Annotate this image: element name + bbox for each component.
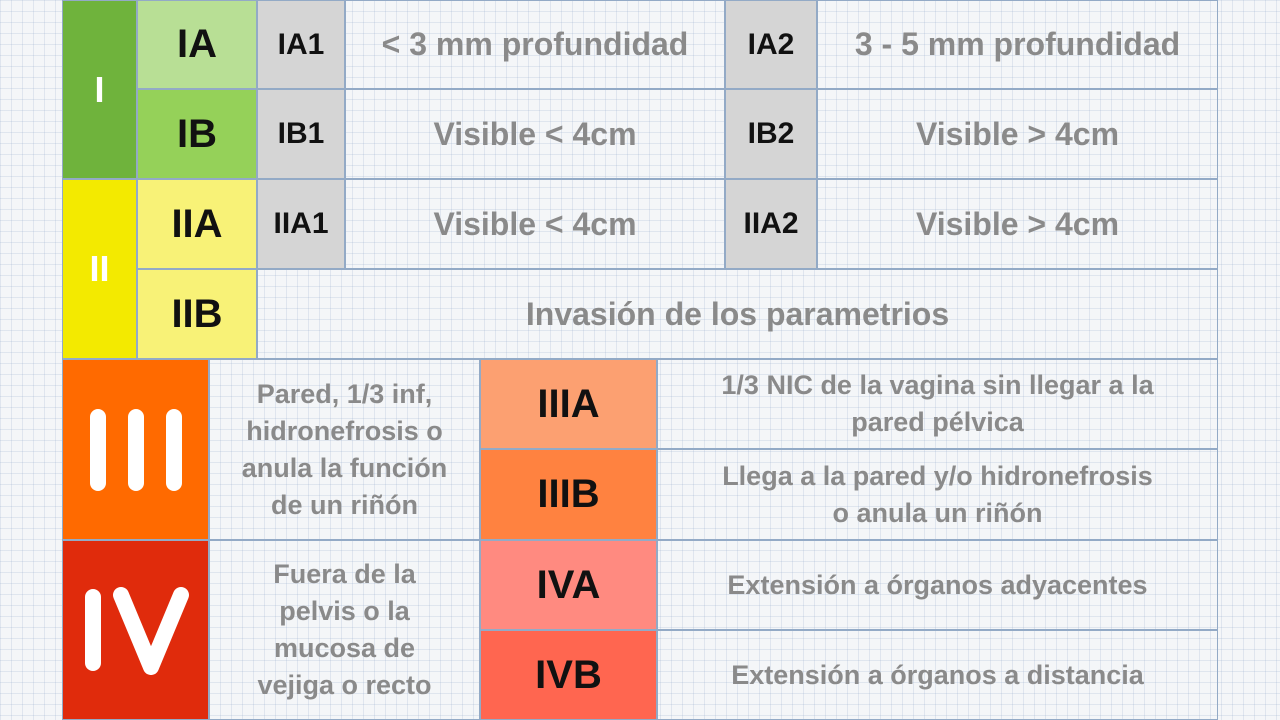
stage-ia2-label: IA2 [747, 27, 795, 61]
stage-iii-cell [62, 359, 209, 540]
stage-iv-desc-line: Fuera de la [273, 559, 416, 589]
stage-iiia-desc-line: 1/3 NIC de la vagina sin llegar a la [721, 370, 1154, 400]
stage-iia1-label: IIA1 [273, 207, 329, 240]
stage-iiib-label: IIIB [537, 472, 600, 516]
stage-ia1-label: IA1 [277, 27, 325, 61]
stage-iia1-cell [257, 179, 345, 269]
stage-iii-desc-line: Pared, 1/3 inf, [256, 378, 433, 409]
stage-iiib-desc-cell [657, 449, 1218, 540]
stage-iib-desc-cell [257, 269, 1218, 359]
stage-iii-desc-line: anula la función [241, 452, 448, 483]
stage-iiia-desc-line: pared pélvica [851, 407, 1024, 437]
stage-iv-desc-line: mucosa de [273, 633, 416, 663]
stage-iv-numeral [81, 585, 191, 675]
stage-iia1-desc: Visible < 4cm [433, 205, 637, 242]
stage-iiia-desc-cell [657, 359, 1218, 449]
stage-iiib-desc-line: o anula un riñón [832, 497, 1043, 528]
stage-ib1-desc-cell [345, 89, 725, 179]
stage-iii-desc-line: hidronefrosis o [246, 415, 443, 446]
stage-ii-label: II [89, 248, 110, 289]
stage-ib-cell [137, 89, 257, 179]
stage-ia1-desc-cell [345, 0, 725, 89]
stage-i-label: I [94, 68, 105, 110]
stage-ii-cell [62, 179, 137, 359]
stage-iva-desc: Extensión a órganos adyacentes [727, 569, 1148, 600]
stage-iia-cell [137, 179, 257, 269]
stage-ia1-cell [257, 0, 345, 89]
stage-iia2-cell [725, 179, 817, 269]
stage-iv-cell [62, 540, 209, 720]
stage-ib1-desc: Visible < 4cm [433, 115, 637, 152]
stage-iva-desc-cell [657, 540, 1218, 630]
stage-ia2-cell [725, 0, 817, 89]
stage-iiia-label: IIIA [537, 381, 600, 426]
stage-ib1-cell [257, 89, 345, 179]
stage-iiib-desc-line: Llega a la pared y/o hidronefrosis [722, 460, 1153, 491]
stage-iib-label: IIB [171, 291, 223, 336]
stage-i-cell [62, 0, 137, 179]
stage-iiib-cell [480, 449, 657, 540]
stage-ia2-desc: 3 - 5 mm profundidad [854, 26, 1181, 62]
stage-ib2-cell [725, 89, 817, 179]
stage-ia-label: IA [177, 22, 217, 66]
stage-iia2-desc: Visible > 4cm [915, 205, 1120, 242]
stage-ib-label: IB [177, 111, 217, 156]
stage-iv-desc-line: pelvis o la [279, 596, 410, 626]
stage-ib2-label: IB2 [747, 117, 795, 150]
stage-ivb-desc: Extensión a órganos a distancia [731, 659, 1144, 690]
stage-ia2-desc-cell [817, 0, 1218, 89]
stage-iib-desc: Invasión de los parametrios [525, 295, 950, 332]
stage-iii-numeral [86, 405, 186, 495]
stage-iv-desc-line: vejiga o recto [257, 670, 432, 700]
stage-ivb-desc-cell [657, 630, 1218, 720]
stage-iib-cell [137, 269, 257, 359]
stage-iv-desc-cell [209, 540, 480, 720]
stage-iva-cell [480, 540, 657, 630]
stage-iva-label: IVA [536, 562, 601, 607]
stage-iia2-desc-cell [817, 179, 1218, 269]
stage-iia1-desc-cell [345, 179, 725, 269]
stage-ib2-desc-cell [817, 89, 1218, 179]
stage-ia1-desc: < 3 mm profundidad [381, 26, 689, 62]
stage-iii-desc-line: de un riñón [271, 489, 418, 520]
stage-ib1-label: IB1 [277, 117, 325, 150]
stage-iii-desc-cell [209, 359, 480, 540]
stage-ivb-label: IVB [535, 652, 602, 697]
stage-iia-label: IIA [171, 201, 223, 246]
stage-iiia-cell [480, 359, 657, 449]
stage-ivb-cell [480, 630, 657, 720]
stage-ia-cell [137, 0, 257, 89]
stage-iia2-label: IIA2 [743, 207, 799, 240]
stage-ib2-desc: Visible > 4cm [915, 115, 1120, 152]
